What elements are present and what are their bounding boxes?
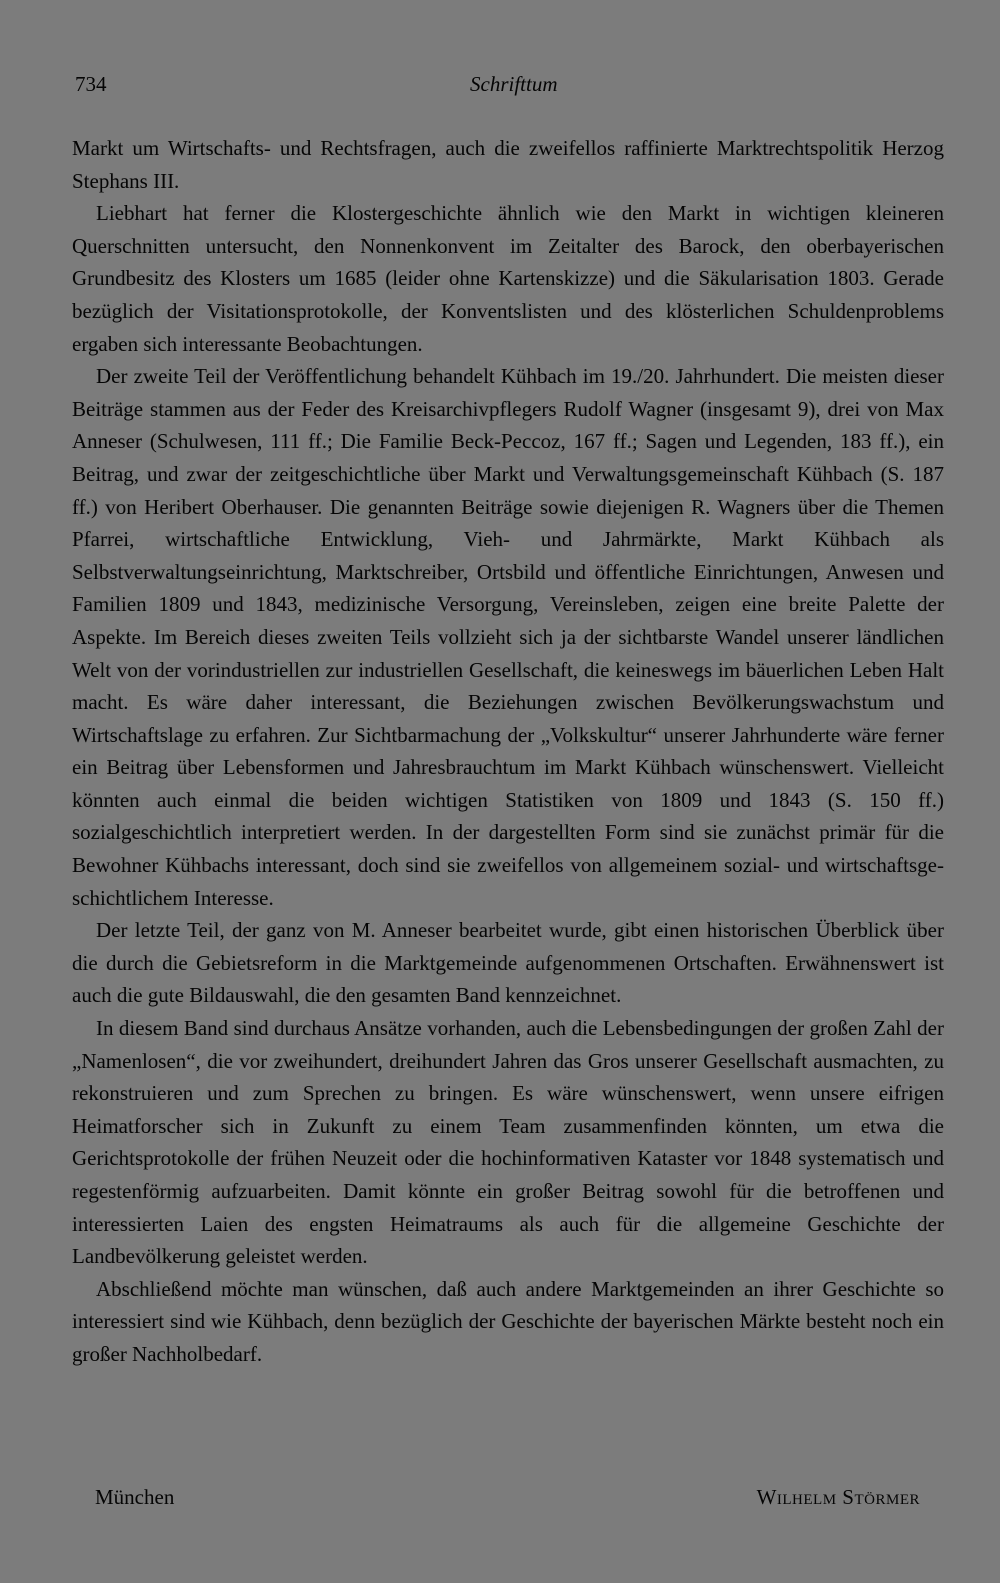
page-number: 734	[75, 72, 107, 96]
review-signature	[95, 1481, 920, 1513]
signature-author: Wilhelm Störmer	[756, 1485, 920, 1509]
review-body-text	[72, 132, 944, 1371]
paragraph-zweiter-teil: Der zweite Teil der Veröffentlichung behandelt Kühbach im 19./20. Jahrhundert. Die meisten dieser Beiträge stammen aus der Feder des Kreisarchivpflegers Rudolf Wagner (insgesamt 9), drei von Max Anneser (Schulwesen, 111 ff.; Die Familie Beck-Peccoz, 167 ff.; Sagen und Legenden, 183 ff.), ein Beitrag, und zwar der zeitgeschichtliche über Markt und Verwaltungsgemeinschaft Kühbach (S. 187 ff.) von Heribert Oberhauser. Die genannten Beiträge sowie diejenigen R. Wagners über die Themen Pfarrei, wirtschaftliche Entwicklung, Vieh- und Jahrmärkte, Markt Kühbach als Selbstverwaltungseinrichtung, Marktschreiber, Ortsbild und öffentliche Einrichtungen, Anwesen und Familien 1809 und 1843, medizinische Versorgung, Vereinsleben, zeigen eine breite Palette der Aspekte. Im Bereich dieses zweiten Teils vollzieht sich ja der sichtbarste Wandel unserer ländlichen Welt von der vorindustriellen zur industriellen Gesellschaft, die keineswegs im bäuerlichen Leben Halt macht. Es wäre daher interessant, die Beziehungen zwischen Bevölkerungswachstum und Wirtschaftslage zu erfahren. Zur Sichtbarmachung der „Volkskultur“ unserer Jahrhunderte wäre ferner ein Beitrag über Lebensformen und Jahresbrauchtum im Markt Kühbach wünschenswert. Vielleicht könnten auch einmal die beiden wichtigen Statistiken von 1809 und 1843 (S. 150 ff.) sozialgeschichtlich interpretiert werden. In der dargestellten Form sind sie zunächst primär für die Bewohner Kühbachs interessant, doch sind sie zweifellos von allgemeinem sozial- und wirtschaftsgeschichtlichem Interesse.	[72, 364, 944, 910]
paragraph-continuation: Markt um Wirtschafts- und Rechtsfragen, auch die zweifellos raffinierte Marktrechtspolitik Herzog Stephans III.	[72, 136, 944, 193]
paragraph-abschliessend: Abschließend möchte man wünschen, daß auch andere Marktgemeinden an ihrer Geschichte so interessiert sind wie Kühbach, denn bezüglich der Geschichte der bayerischen Märkte besteht noch ein großer Nachholbedarf.	[72, 1276, 944, 1366]
paragraph-ansaetze: In diesem Band sind durchaus Ansätze vorhanden, auch die Lebensbedingungen der großen Zahl der „Namenlosen“, die vor zweihundert, dreihundert Jahren das Gros unserer Gesellschaft ausmachten, zu rekonstruieren und zum Sprechen zu bringen. Es wäre wünschenswert, wenn unsere eifrigen Heimatforscher sich in Zukunft zu einem Team zusammenfinden könnten, um etwa die Gerichtsprotokolle der frühen Neuzeit oder die hochinformativen Kataster vor 1848 systematisch und regestenförmig aufzuarbeiten. Damit könnte ein großer Beitrag sowohl für die betroffenen und interessierten Laien des engsten Heimatraums als auch für die allgemeine Geschichte der Landbevölkerung geleistet werden.	[72, 1016, 944, 1269]
running-header	[75, 70, 560, 100]
running-title: Schrifttum	[470, 72, 558, 96]
paragraph-letzter-teil: Der letzte Teil, der ganz von M. Anneser bearbeitet wurde, gibt einen historischen Überblick über die durch die Gebietsreform in die Marktgemeinde aufgenommenen Ortschaften. Erwähnenswert ist auch die gute Bildauswahl, die den gesamten Band kennzeichnet.	[72, 918, 944, 1008]
signature-place: München	[95, 1485, 175, 1509]
paragraph-klostergeschichte: Liebhart hat ferner die Klostergeschichte ähnlich wie den Markt in wichtigen kleineren Querschnitten untersucht, den Nonnenkonvent im Zeitalter des Barock, den oberbayerischen Grundbesitz des Klosters um 1685 (leider ohne Kartenskizze) und die Säkularisation 1803. Gerade bezüglich der Visitationsprotokolle, der Konventslisten und des klösterlichen Schuldenproblems ergaben sich interessante Beobachtungen.	[72, 201, 944, 356]
